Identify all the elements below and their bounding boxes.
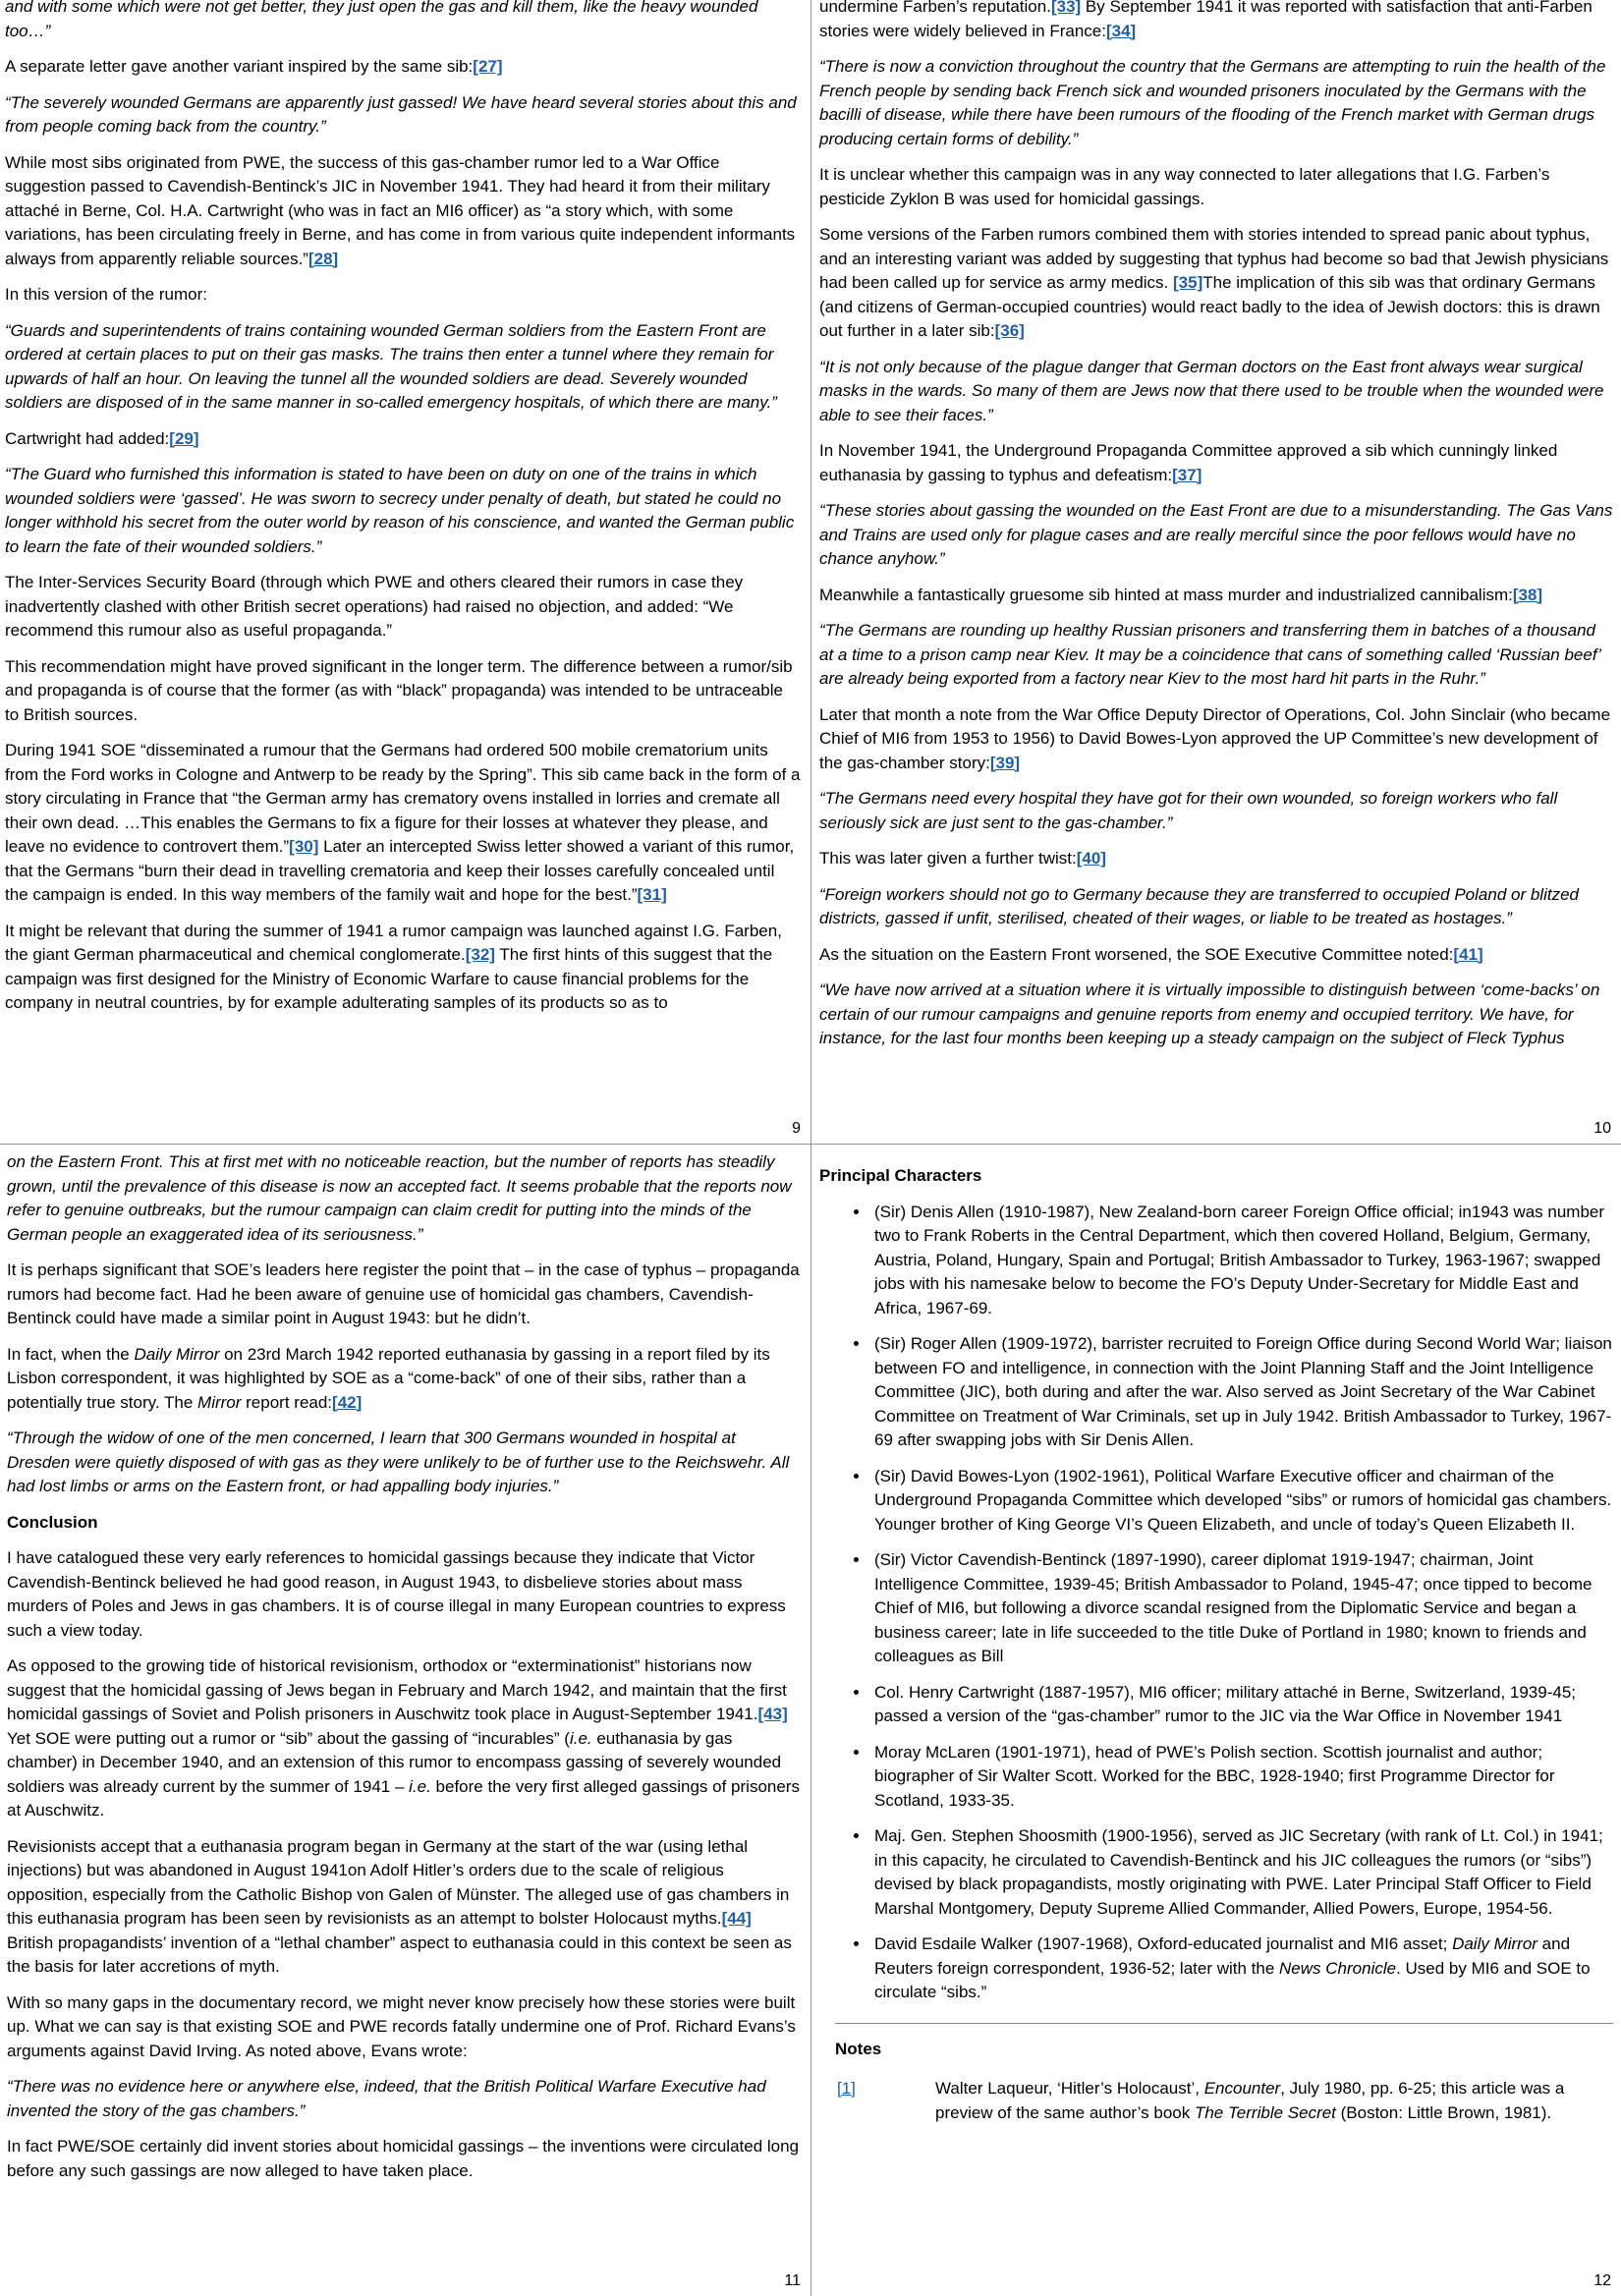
footnote-link-29[interactable]: [29] bbox=[169, 428, 199, 448]
list-item: • Col. Henry Cartwright (1887-1957), MI6 officer; military attaché in Berne, Switzerland, 1939-45; passed a version of the “gas-chamber” rumor to the JIC via the War Office in November 1941 bbox=[870, 1681, 1613, 1729]
notes-heading: Notes bbox=[835, 2039, 882, 2058]
quote: “The severely wounded Germans are apparently just gassed! We have heard several stories about this and from people coming back from the country.” bbox=[5, 92, 797, 136]
quote: and with some which were not get better, they just open the gas and kill them, like the heavy wounded too…” bbox=[5, 0, 758, 40]
quote: “The Germans are rounding up healthy Russian prisoners and transferring them in batches of a thousand at a time to a prison camp near Kiev. It may be a coincidence that cans of something called ‘Russian beef’ are already being exported from a factory near Kiev to the most hard hit parts in the Ruhr.” bbox=[819, 621, 1601, 688]
paragraph: It is perhaps significant that SOE’s leaders here register the point that – in the case of typhus – propaganda rumors had become fact. Had he been aware of genuine use of homicidal gas chambers, Cavendish-Bentinck could have made a similar point in August 1943: but he didn’t. bbox=[7, 1260, 800, 1327]
page-11 bbox=[0, 1145, 811, 2296]
footnote-link-35[interactable]: [35] bbox=[1173, 273, 1203, 292]
paragraph: It is unclear whether this campaign was in any way connected to later allegations that I.G. Farben’s pesticide Zyklon B was used for homicidal gassings. bbox=[819, 165, 1550, 208]
list-item: • (Sir) Victor Cavendish-Bentinck (1897-1990), career diplomat 1919-1947; chairman, Joint Intelligence Committee, 1939-45; British Ambassador to Poland, 1945-47; once tipped to become Chief of MI6, but following a divorce scandal resigned from the Diplomatic Service and began a business career; late in life succeeded to the title Duke of Portland in 1980; known to friends and colleagues as Bill bbox=[870, 1548, 1613, 1669]
page-9 bbox=[0, 0, 811, 1145]
footnote-link-41[interactable]: [41] bbox=[1453, 944, 1483, 964]
paragraph: A separate letter gave another variant inspired by the same sib:[27] bbox=[5, 57, 503, 76]
list-item: • (Sir) Denis Allen (1910-1987), New Zealand-born career Foreign Office official; in1943 was number two to Frank Roberts in the Central Department, which then covered Holland, Belgium, Germany, Austria, Poland, Hungary, Spain and Portugal; British Ambassador to Turkey, 1963-1967; swapped jobs with his namesake below to become the FO’s Deputy Under-Secretary for Middle East and Africa, 1967-69. bbox=[870, 1201, 1613, 1321]
quote: “These stories about gassing the wounded on the East Front are due to a misunderstanding. The Gas Vans and Trains are used only for plague cases and are really merciful since the poor fellows would have no chance anyhow.” bbox=[819, 501, 1613, 568]
quote: “The Germans need every hospital they have got for their own wounded, so foreign workers who fall seriously sick are just sent to the gas-chamber.” bbox=[819, 789, 1558, 832]
paragraph: In fact, when the Daily Mirror on 23rd March 1942 reported euthanasia by gassing in a report filed by its Lisbon correspondent, it was highlighted by SOE as a “come-back” of one of their sibs, rather than a potentially true story. The Mirror report read:[42] bbox=[7, 1344, 770, 1412]
quote: “Through the widow of one of the men concerned, I learn that 300 Germans wounded in hospital at Dresden were quietly disposed of with gas as they were unlikely to be of further use to the Reichswehr. All had lost limbs or arms on the Eastern front, or had appalling body injuries.” bbox=[7, 1428, 790, 1495]
page-number: 9 bbox=[792, 1119, 801, 1137]
footnote-link-38[interactable]: [38] bbox=[1512, 585, 1543, 604]
characters-list bbox=[819, 1201, 1613, 2005]
footnote-link-40[interactable]: [40] bbox=[1076, 849, 1106, 868]
quote: “Foreign workers should not go to Germany because they are transferred to occupied Poland or blitzed districts, gassed if unfit, sterilised, cheated of their wages, or liable to be treated as hostages.” bbox=[819, 884, 1579, 927]
paragraph: This was later given a further twist:[40] bbox=[819, 849, 1106, 868]
list-item: • Maj. Gen. Stephen Shoosmith (1900-1956), served as JIC Secretary (with rank of Lt. Col.) in 1941; in this capacity, he circulated to Cavendish-Bentinck and his JIC colleagues the rumors (or “sibs”) devised by black propagandists, mostly originating with PWE. Later Principal Staff Officer to Field Marshal Montgomery, Deputy Supreme Allied Commander, Allied Powers, Europe, 1954-56. bbox=[870, 1824, 1613, 1921]
quote: on the Eastern Front. This at first met with no noticeable reaction, but the number of reports has steadily grown, until the prevalence of this disease is now an accepted fact. It seems probable that the reports now refer to genuine outbreaks, but the rumour campaign can claim credit for putting into the minds of the German people an exaggerated idea of its seriousness.” bbox=[7, 1152, 792, 1244]
footnote-link-37[interactable]: [37] bbox=[1172, 465, 1202, 484]
paragraph-soe-crematoria: During 1941 SOE “disseminated a rumour that the Germans had ordered 500 mobile crematorium units from the Ford works in Cologne and Antwerp to be ready by the Spring”. This sib came back in the form of a story circulating in France that “the German army has crematory ovens installed in lorries and cremate all their own dead. …This enables the Germans to fix a figure for their losses at whatever they please, and leave no evidence to controvert them.”[30] Later an intercepted Swiss letter showed a variant of this rumor, that the Germans “burn their dead in travelling crematoria and keep their losses carefully concealed until the campaign is ended. In this way members of the family wait and hope for the best.”[31] bbox=[5, 741, 801, 904]
note-ref-link-1[interactable]: [1] bbox=[837, 2079, 856, 2098]
paragraph: In this version of the rumor: bbox=[5, 285, 207, 304]
footnote-link-36[interactable]: [36] bbox=[994, 321, 1025, 340]
paragraph: This recommendation might have proved significant in the longer term. The difference between a rumor/sib and propaganda is of course that the former (as with “black” propaganda) was intended to be untraceable to British sources. bbox=[5, 656, 793, 724]
paragraph: While most sibs originated from PWE, the success of this gas-chamber rumor led to a War Office suggestion passed to Cavendish-Bentinck’s JIC in November 1941. They had heard it from their military attaché in Berne, Col. H.A. Cartwright (who was in fact an MI6 officer) as “a story which, with some variations, has been circulating freely in Berne, and has come in from various quite independent informants always from apparently reliable sources.”[28] bbox=[5, 152, 796, 268]
footnote-link-30[interactable]: [30] bbox=[289, 837, 319, 856]
footnote-link-32[interactable]: [32] bbox=[465, 945, 495, 964]
paragraph-farben: It might be relevant that during the summer of 1941 a rumor campaign was launched against I.G. Farben, the giant German pharmaceutical and chemical conglomerate.[32] The first hints of this suggest that the campaign was first designed for the Ministry of Economic Warfare to cause financial problems for the company in neutral countries, by for example adulterating samples of its products so as to bbox=[5, 921, 782, 1012]
paragraph: In fact PWE/SOE certainly did invent stories about homicidal gassings – the inventions were circulated long before any such gassings are now alleged to have taken place. bbox=[7, 2137, 800, 2180]
footnote-link-28[interactable]: [28] bbox=[307, 249, 339, 268]
paragraph: undermine Farben’s reputation.[33] By September 1941 it was reported with satisfaction that anti-Farben stories were widely believed in France:[34] bbox=[819, 0, 1613, 43]
list-item: • David Esdaile Walker (1907-1968), Oxford-educated journalist and MI6 asset; Daily Mirror and Reuters foreign correspondent, 1936-52; later with the News Chronicle. Used by MI6 and SOE to circulate “sibs.” bbox=[870, 1932, 1613, 2005]
note-1 bbox=[837, 2077, 1613, 2125]
page-10 bbox=[811, 0, 1621, 1145]
paragraph: Revisionists accept that a euthanasia program began in Germany at the start of the war (using lethal injections) but was abandoned in August 1941on Adolf Hitler’s orders due to the scale of religious opposition, especially from the Catholic Bishop von Galen of Münster. The alleged use of gas chambers in this euthanasia program has been seen by revisionists as an attempt to bolster Holocaust myths.[44] British propagandists’ invention of a “lethal chamber” aspect to euthanasia could in this context be seen as the basis for later accretions of myth. bbox=[7, 1836, 792, 1976]
quote: “It is not only because of the plague danger that German doctors on the East front always wear surgical masks in the wards. So many of them are Jews now that there used to be trouble when the wounded were able to see their faces.” bbox=[819, 357, 1604, 424]
page-number: 12 bbox=[1593, 2271, 1611, 2289]
list-item: • Moray McLaren (1901-1971), head of PWE’s Polish section. Scottish journalist and author; biographer of Sir Walter Scott. Worked for the BBC, 1928-1940; first Programme Director for Scotland, 1933-35. bbox=[870, 1741, 1613, 1814]
note-text: Walter Laqueur, ‘Hitler’s Holocaust’, Encounter, July 1980, pp. 6-25; this article was a preview of the same author’s book The Terrible Secret (Boston: Little Brown, 1981). bbox=[935, 2079, 1565, 2122]
footnote-link-42[interactable]: [42] bbox=[332, 1392, 363, 1412]
paragraph: As opposed to the growing tide of historical revisionism, orthodox or “exterminationist” historians now suggest that the homicidal gassing of Jews began in February and March 1942, and maintain that the first homicidal gassings of Soviet and Polish prisoners in Auschwitz took place in August-September 1941.[43] Yet SOE were putting out a rumor or “sib” about the gassing of “incurables” (i.e. euthanasia by gas chamber) in December 1940, and an extension of this rumor to encompass gassing of severely wounded soldiers was already current by the summer of 1941 – i.e. before the very first alleged gassings of prisoners at Auschwitz. bbox=[7, 1656, 800, 1820]
footnote-link-39[interactable]: [39] bbox=[989, 753, 1021, 772]
footnote-link-34[interactable]: [34] bbox=[1105, 21, 1137, 40]
footnote-link-43[interactable]: [43] bbox=[757, 1705, 788, 1723]
page-12 bbox=[811, 1145, 1621, 2296]
footnote-link-33[interactable]: [33] bbox=[1050, 0, 1082, 16]
list-item: • (Sir) Roger Allen (1909-1972), barrister recruited to Foreign Office during Second World War; liaison between FO and intelligence, in connection with the Joint Planning Staff and the Joint Intelligence Committee (JIC), both during and after the war. Also served as Joint Secretary of the War Cabinet Committee on Treatment of War Criminals, set up in July 1942. British Ambassador to Turkey, 1967-69 after swapping jobs with Sir Denis Allen. bbox=[870, 1332, 1613, 1453]
footnote-link-31[interactable]: [31] bbox=[637, 885, 667, 904]
paragraph: The Inter-Services Security Board (through which PWE and others cleared their rumors in case they inadvertently clashed with other British secret operations) had raised no objection, and added: “We recommend this rumour also as useful propaganda.” bbox=[5, 573, 744, 640]
paragraph: I have catalogued these very early references to homicidal gassings because they indicate that Victor Cavendish-Bentinck believed he had good reason, in August 1943, to disbelieve stories about mass murders of Poles and Jews in gas chambers. It is of course illegal in many European countries to express such a view today. bbox=[7, 1548, 786, 1640]
quote: “Guards and superintendents of trains containing wounded German soldiers from the Eastern Front are ordered at certain places to put on their gas masks. The trains then enter a tunnel where they remain for upwards of half an hour. On leaving the tunnel all the wounded soldiers are dead. Severely wounded soldiers are disposed of in the same manner in so-called emergency hospitals, of which there are many.” bbox=[5, 320, 777, 412]
paragraph: With so many gaps in the documentary record, we might never know precisely how these stories were built up. What we can say is that existing SOE and PWE records fatally undermine one of Prof. Richard Evans’s arguments against David Irving. As noted above, Evans wrote: bbox=[7, 1992, 796, 2060]
footnote-link-27[interactable]: [27] bbox=[473, 57, 503, 76]
quote: “The Guard who furnished this information is stated to have been on duty on one of the trains in which wounded soldiers were ‘gassed’. He was sworn to secrecy under penalty of death, but stated he could no longer withhold his secret from the outer world by reason of his conscience, and wanted the German public to learn the fate of their wounded soldiers.” bbox=[5, 465, 795, 556]
paragraph: As the situation on the Eastern Front worsened, the SOE Executive Committee noted:[41] bbox=[819, 944, 1483, 964]
page-number: 10 bbox=[1593, 1119, 1611, 1137]
list-item: • (Sir) David Bowes-Lyon (1902-1961), Political Warfare Executive officer and chairman of the Underground Propaganda Committee which developed “sibs” or rumors of homicidal gas chambers. Younger brother of King George VI’s Queen Elizabeth, and uncle of today’s Queen Elizabeth II. bbox=[870, 1465, 1613, 1538]
paragraph: Some versions of the Farben rumors combined them with stories intended to spread panic about typhus, and an interesting variant was added by suggesting that typhus had become so bad that Jewish physicians had been called up for service as army medics. [35]The implication of this sib was that ordinary Germans (and citizens of German-occupied countries) would react badly to the idea of Jewish doctors: this is drawn out further in a later sib:[36] bbox=[819, 225, 1609, 340]
notes-divider bbox=[835, 2023, 1613, 2024]
footnote-link-44[interactable]: [44] bbox=[721, 1909, 752, 1928]
page-number: 11 bbox=[784, 2271, 801, 2289]
paragraph: Later that month a note from the War Office Deputy Director of Operations, Col. John Sinclair (who became Chief of MI6 from 1953 to 1956) to David Bowes-Lyon approved the UP Committee’s new development of the gas-chamber story:[39] bbox=[819, 704, 1611, 772]
section-heading-conclusion: Conclusion bbox=[7, 1512, 98, 1532]
quote: “There is now a conviction throughout the country that the Germans are attempting to ruin the health of the French people by sending back French sick and wounded prisoners inoculated by the Germans with the bacilli of disease, while there have been rumours of the flooding of the French market with German drugs producing certain forms of debility.” bbox=[819, 57, 1606, 148]
paragraph: Cartwright had added:[29] bbox=[5, 428, 199, 448]
quote: “There was no evidence here or anywhere else, indeed, that the British Political Warfare Executive had invented the story of the gas chambers.” bbox=[7, 2077, 766, 2120]
paragraph: In November 1941, the Underground Propaganda Committee approved a sib which cunningly linked euthanasia by gassing to typhus and defeatism:[37] bbox=[819, 441, 1558, 484]
section-heading-principal-characters: Principal Characters bbox=[819, 1166, 982, 1185]
quote: “We have now arrived at a situation where it is virtually impossible to distinguish between ‘come-backs’ on certain of our rumour campaigns and genuine reports from enemy and occupied territory. We have, for instance, for the last four months been keeping up a steady campaign on the subject of Fleck Typhus bbox=[819, 980, 1600, 1047]
paragraph: Meanwhile a fantastically gruesome sib hinted at mass murder and industrialized cannibalism:[38] bbox=[819, 585, 1543, 604]
